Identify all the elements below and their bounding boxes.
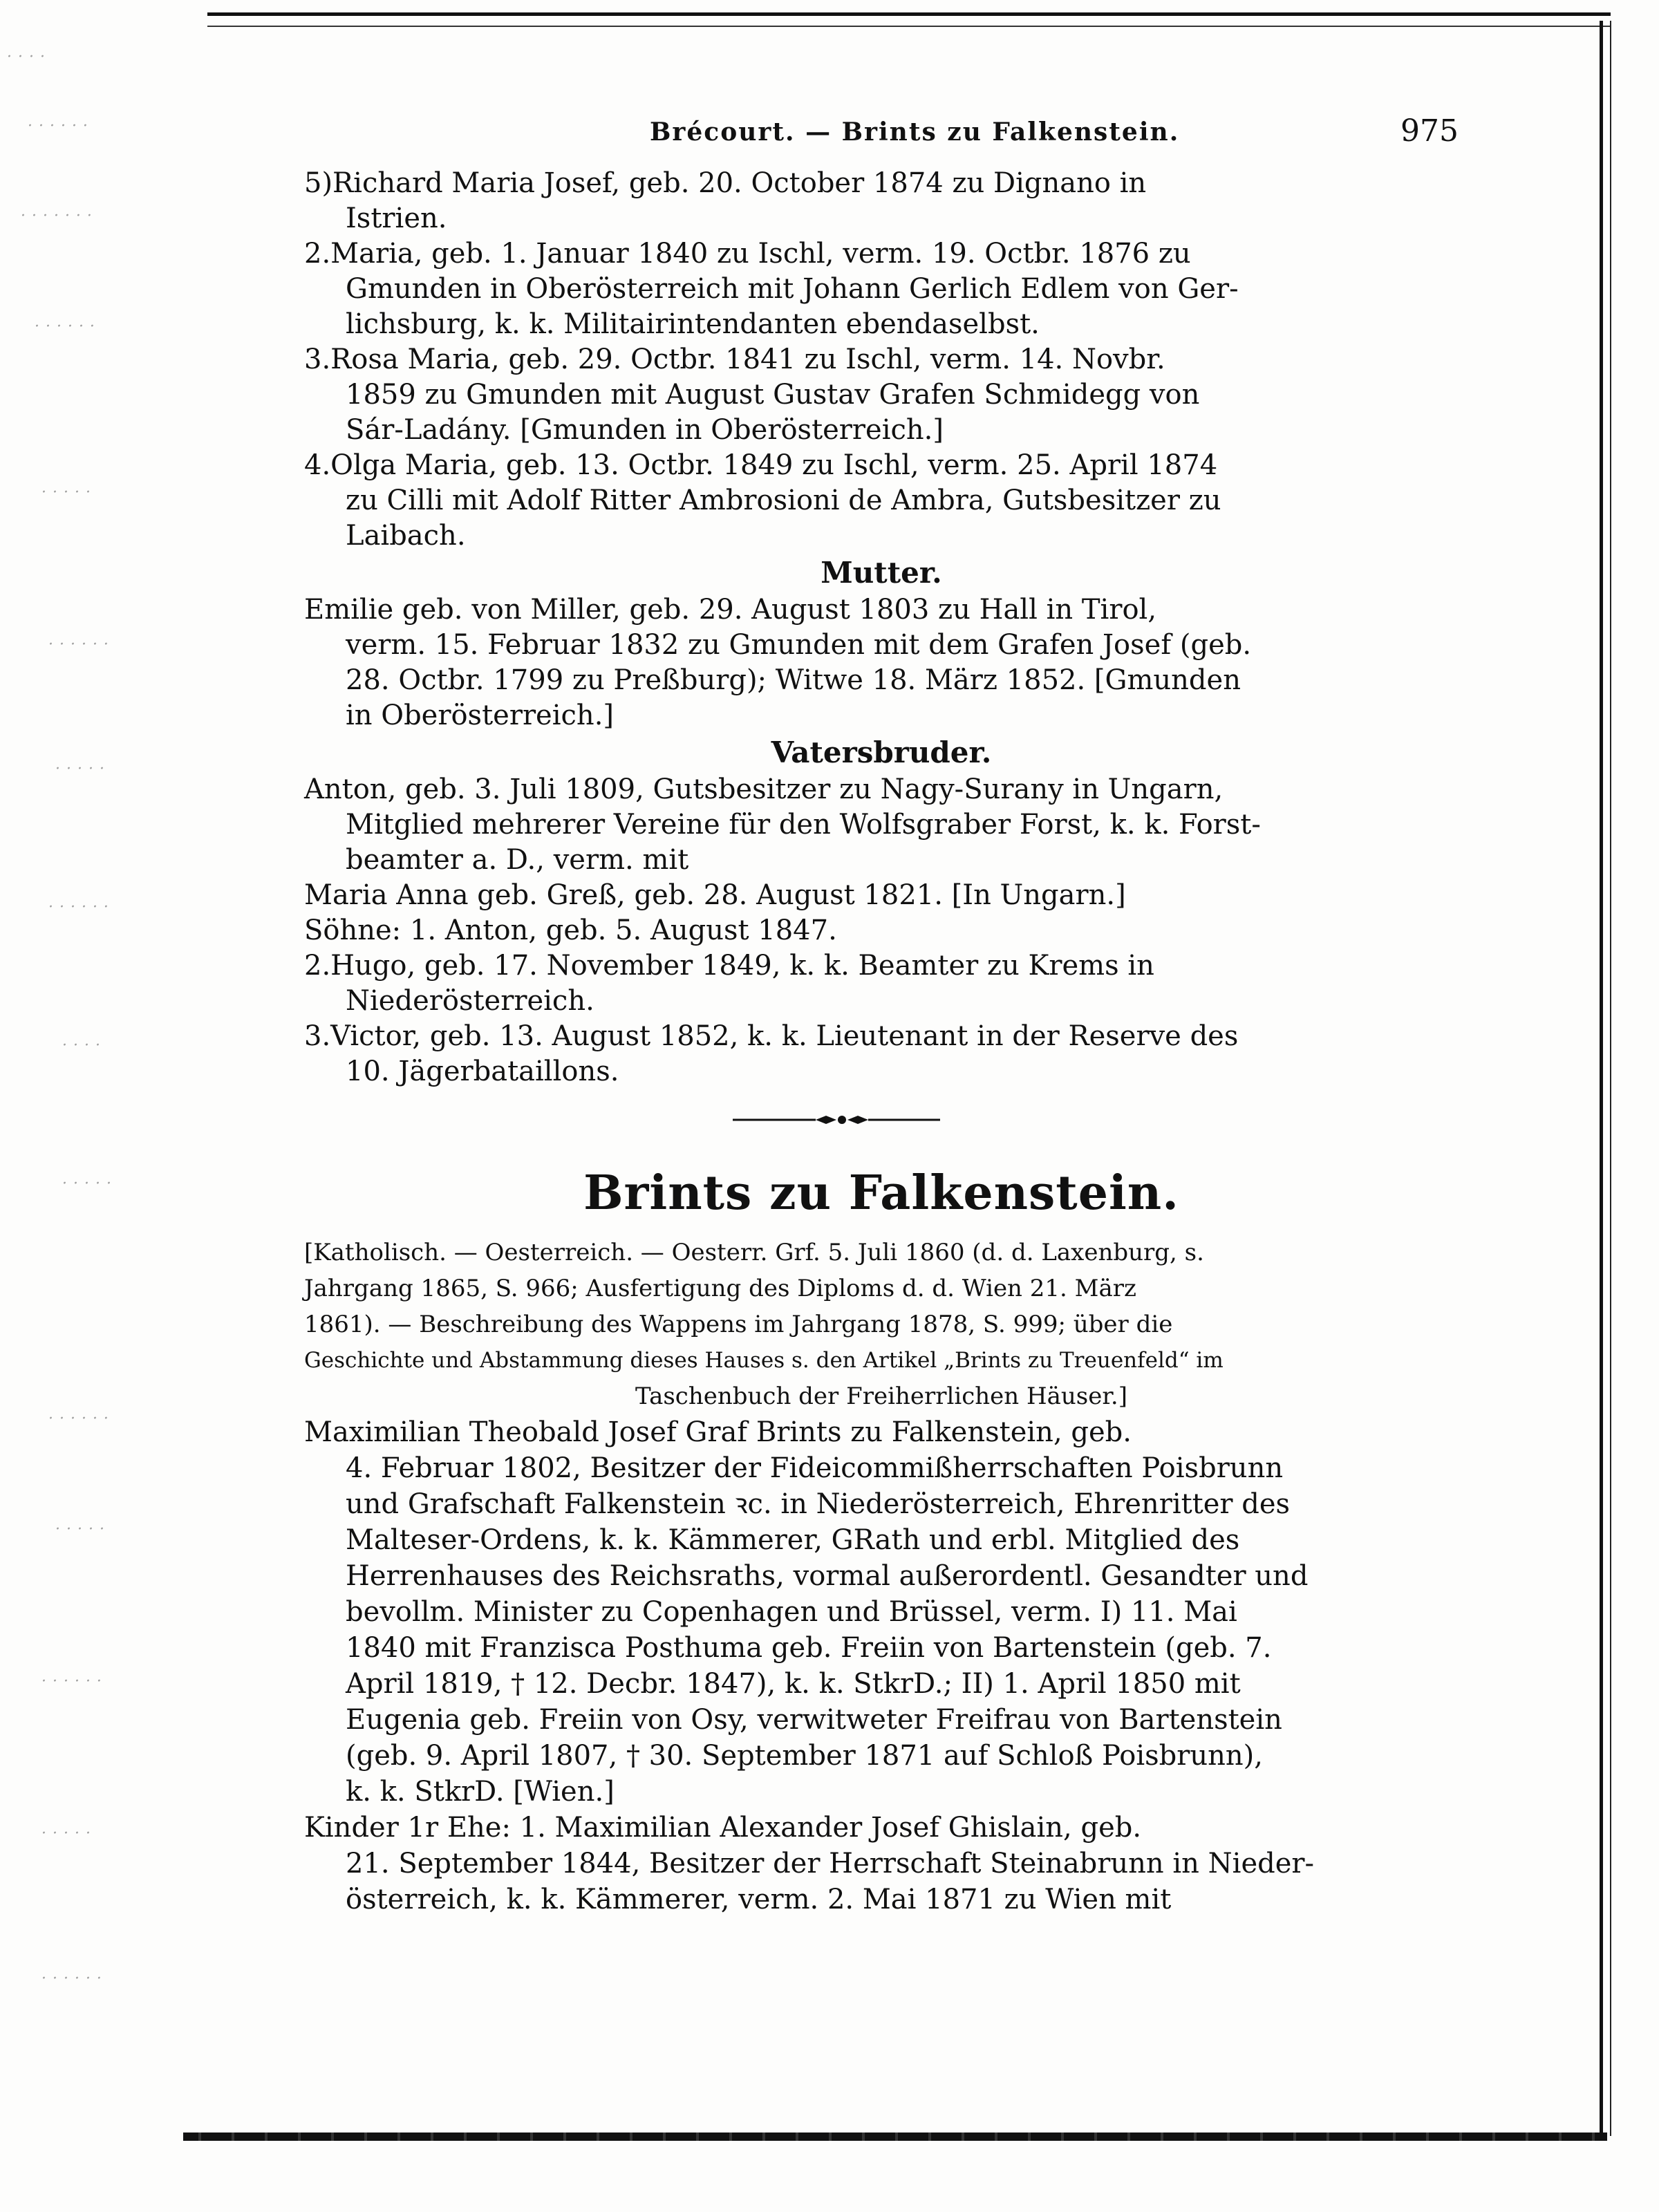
text-line: 28. Octbr. 1799 zu Preßburg); Witwe 18. März 1852. [Gmunden: [346, 664, 1241, 696]
gutter-noise: · · · · · ·: [48, 899, 109, 916]
entry-line: bevollm. Minister zu Copenhagen und Brüssel, verm. I) 11. Mai: [346, 1596, 1237, 1628]
text-line: lichsburg, k. k. Militairintendanten ebendaselbst.: [346, 308, 1040, 340]
bleed-through-gutter: [0, 0, 228, 2212]
gutter-noise: · · · · · ·: [48, 1410, 109, 1427]
entry-line: k. k. StkrD. [Wien.]: [346, 1776, 615, 1808]
text-line: 2.Hugo, geb. 17. November 1849, k. k. Beamter zu Krems in: [304, 950, 1154, 982]
text-line: 4.Olga Maria, geb. 13. Octbr. 1849 zu Ischl, verm. 25. April 1874: [304, 449, 1218, 481]
gutter-noise: · · · · ·: [41, 484, 91, 501]
text-line: 3.Victor, geb. 13. August 1852, k. k. Lieutenant in der Reserve des: [304, 1020, 1239, 1052]
entry-line: 1840 mit Franzisca Posthuma geb. Freiin von Bartenstein (geb. 7.: [346, 1632, 1272, 1664]
running-head: [304, 104, 1459, 166]
text-line: Istrien.: [346, 203, 447, 234]
entry-line: April 1819, † 12. Decbr. 1847), k. k. StkrD.; II) 1. April 1850 mit: [346, 1668, 1241, 1700]
text-line: Söhne: 1. Anton, geb. 5. August 1847.: [304, 915, 837, 946]
section-ornament: [304, 1089, 1459, 1145]
text-line: Gmunden in Oberösterreich mit Johann Gerlich Edlem von Ger-: [346, 273, 1239, 305]
gutter-noise: · · · ·: [7, 48, 46, 66]
note-line: Jahrgang 1865, S. 966; Ausfertigung des Diploms d. d. Wien 21. März: [304, 1275, 1136, 1302]
text-line: Maria Anna geb. Greß, geb. 28. August 1821. [In Ungarn.]: [304, 879, 1126, 911]
text-line: 5)Richard Maria Josef, geb. 20. October 1874 zu Dignano in: [304, 167, 1147, 199]
gutter-noise: · · · · ·: [55, 760, 105, 778]
text-line: Emilie geb. von Miller, geb. 29. August 1803 zu Hall in Tirol,: [304, 594, 1157, 626]
note-line: Taschenbuch der Freiherrlichen Häuser.]: [635, 1382, 1127, 1410]
text-line: 2.Maria, geb. 1. Januar 1840 zu Ischl, verm. 19. Octbr. 1876 zu: [304, 238, 1191, 270]
gutter-noise: · · · · · · ·: [21, 207, 93, 225]
entry-line: 4. Februar 1802, Besitzer der Fideicommißherrschaften Poisbrunn: [346, 1452, 1284, 1484]
gutter-noise: · · · ·: [62, 1037, 101, 1054]
note-line: 1861). — Beschreibung des Wappens im Jahrgang 1878, S. 999; über die: [304, 1311, 1173, 1338]
text-line: Laibach.: [346, 520, 466, 552]
text-line: zu Cilli mit Adolf Ritter Ambrosioni de Ambra, Gutsbesitzer zu: [346, 485, 1221, 516]
entry-line: Maximilian Theobald Josef Graf Brints zu Falkenstein, geb.: [304, 1416, 1132, 1448]
page-body: [304, 104, 1459, 1918]
text-line: 1859 zu Gmunden mit August Gustav Grafen Schmidegg von: [346, 379, 1200, 411]
page-number: 975: [1400, 113, 1459, 149]
note-line: Geschichte und Abstammung dieses Hauses s. den Artikel „Brints zu Treuenfeld“ im: [304, 1348, 1224, 1373]
running-title: Brécourt. — Brints zu Falkenstein.: [650, 118, 1180, 147]
gutter-noise: · · · · · ·: [41, 1970, 102, 1987]
gutter-noise: · · · · ·: [55, 1521, 105, 1538]
entry-line: Malteser-Ordens, k. k. Kämmerer, GRath und erbl. Mitglied des: [346, 1524, 1240, 1556]
gutter-noise: · · · · · ·: [48, 636, 109, 653]
text-line: verm. 15. Februar 1832 zu Gmunden mit dem Grafen Josef (geb.: [346, 629, 1252, 661]
ornament-divider-icon: [733, 1113, 940, 1127]
entry-line: Herrenhauses des Reichsraths, vormal außerordentl. Gesandter und: [346, 1560, 1309, 1592]
entry-line: (geb. 9. April 1807, † 30. September 1871 auf Schloß Poisbrunn),: [346, 1740, 1263, 1772]
vatersbruder-heading: Vatersbruder.: [771, 735, 992, 769]
top-border-rule: [207, 12, 1611, 27]
text-line: Anton, geb. 3. Juli 1809, Gutsbesitzer zu Nagy-Surany in Ungarn,: [304, 774, 1224, 805]
entry-line: und Grafschaft Falkenstein ꝛc. in Niederösterreich, Ehrenritter des: [346, 1488, 1291, 1520]
text-line: 10. Jägerbataillons.: [346, 1056, 619, 1087]
gutter-noise: · · · · · ·: [28, 118, 88, 135]
entry-line: 21. September 1844, Besitzer der Herrschaft Steinabrunn in Nieder-: [346, 1848, 1315, 1880]
entry-line: Eugenia geb. Freiin von Osy, verwitweter Freifrau von Bartenstein: [346, 1704, 1282, 1736]
bracket-note: [304, 1235, 1459, 1414]
entry-line: Kinder 1r Ehe: 1. Maximilian Alexander Josef Ghislain, geb.: [304, 1812, 1142, 1844]
text-line: 3.Rosa Maria, geb. 29. Octbr. 1841 zu Ischl, verm. 14. Novbr.: [304, 344, 1165, 375]
family-continuation: [304, 166, 1459, 1089]
text-line: in Oberösterreich.]: [346, 700, 615, 731]
gutter-noise: · · · · · ·: [41, 1673, 102, 1690]
text-line: Sár-Ladány. [Gmunden in Oberösterreich.]: [346, 414, 944, 446]
bottom-border-rule: [183, 2133, 1607, 2141]
mutter-heading: Mutter.: [821, 556, 942, 590]
entry-line: österreich, k. k. Kämmerer, verm. 2. Mai 1871 zu Wien mit: [346, 1884, 1172, 1915]
gutter-noise: · · · · · ·: [35, 318, 95, 335]
gutter-noise: · · · · ·: [62, 1175, 112, 1192]
section-title: Brints zu Falkenstein.: [583, 1165, 1179, 1221]
text-line: Niederösterreich.: [346, 985, 594, 1017]
note-line: [Katholisch. — Oesterreich. — Oesterr. Grf. 5. Juli 1860 (d. d. Laxenburg, s.: [304, 1239, 1204, 1266]
main-entry: [304, 1414, 1459, 1918]
gutter-noise: · · · · ·: [41, 1825, 91, 1842]
text-line: Mitglied mehrerer Vereine für den Wolfsgraber Forst, k. k. Forst-: [346, 809, 1261, 841]
right-border-rule: [1600, 21, 1611, 2136]
text-line: beamter a. D., verm. mit: [346, 844, 689, 876]
